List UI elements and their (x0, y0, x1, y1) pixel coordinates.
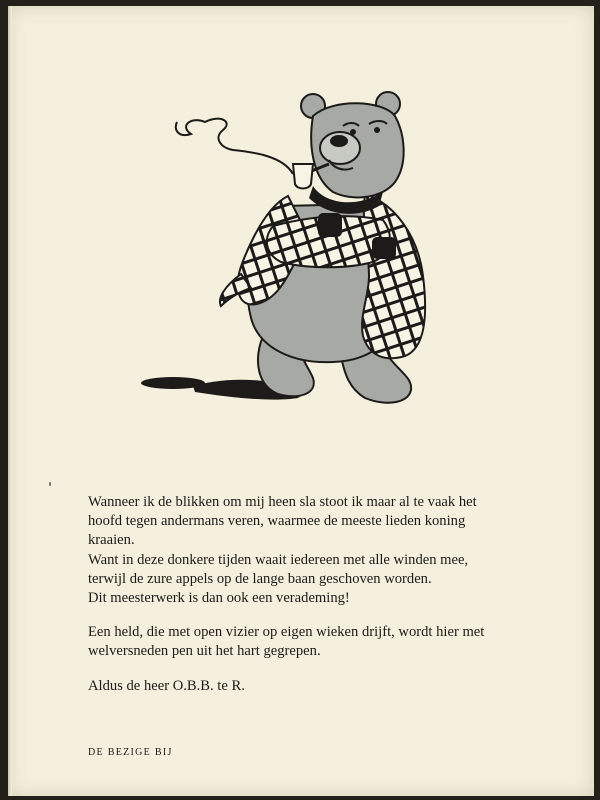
cover-edge (8, 6, 12, 796)
text-line: Dit meesterwerk is dan ook een verademing! (88, 590, 350, 607)
text-line: Want in deze donkere tijden waait iedereen met alle winden mee, (88, 551, 469, 568)
paper-speck (49, 482, 51, 486)
blurb-paragraph-2 (88, 623, 548, 661)
blurb-paragraph-1 (88, 493, 548, 608)
signature (88, 677, 548, 696)
book-back-cover (8, 6, 594, 796)
text-line: terwijl de zure appels op de lange baan geschoven worden. (88, 570, 432, 587)
publisher-imprint: DE BEZIGE BIJ (88, 747, 173, 758)
signature-line: Aldus de heer O.B.B. te R. (88, 677, 245, 694)
text-line: welversneden pen uit het hart gegrepen. (88, 643, 321, 660)
text-line: kraaien. (88, 532, 135, 549)
pipe-smoke (176, 119, 293, 174)
bear-head (301, 92, 404, 197)
blurb-text (88, 493, 548, 711)
text-line: Een held, die met open vizier op eigen wieken drijft, wordt hier met (88, 624, 485, 641)
bear-illustration (133, 86, 433, 446)
text-line: Wanneer ik de blikken om mij heen sla stoot ik maar al te vaak het (88, 494, 477, 510)
text-line: hoofd tegen andermans veren, waarmee de meeste lieden koning (88, 513, 466, 530)
